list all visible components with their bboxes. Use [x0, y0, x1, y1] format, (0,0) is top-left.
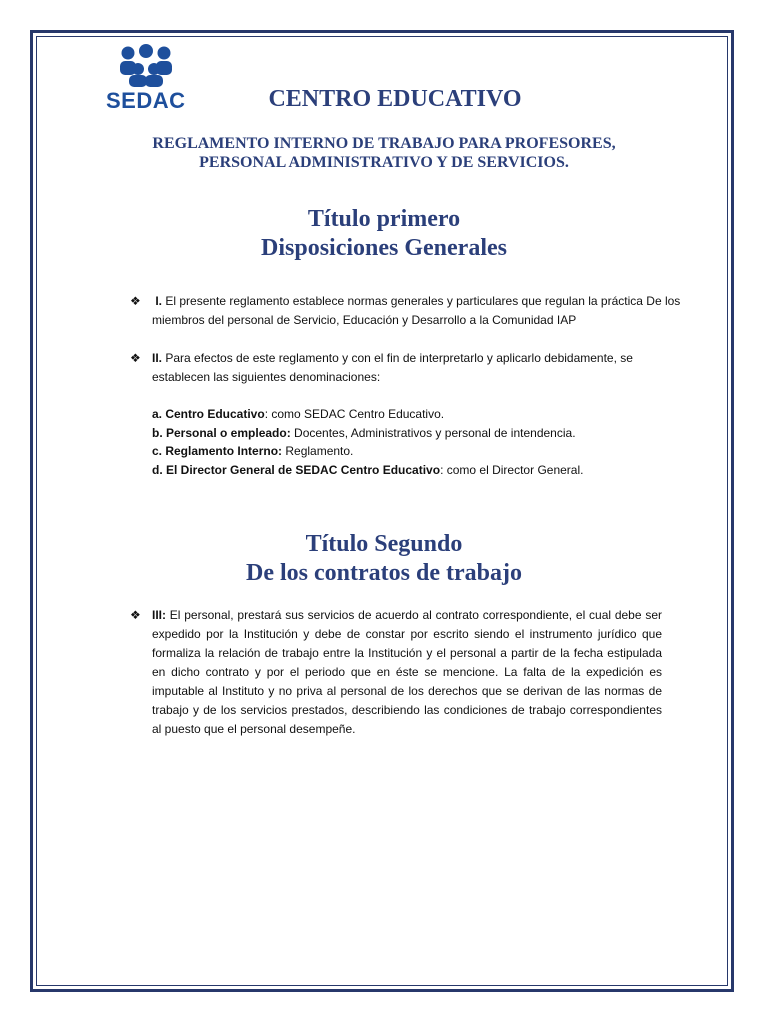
definition-term: b. Personal o empleado:	[152, 425, 291, 440]
definition-item	[152, 461, 682, 480]
section-1-heading	[100, 205, 668, 263]
article-3	[152, 606, 662, 739]
definitions-list	[152, 405, 682, 479]
page-border	[30, 30, 734, 992]
subtitle-line-1: REGLAMENTO INTERNO DE TRABAJO PARA PROFESORES,	[152, 135, 616, 152]
article-1	[152, 292, 682, 329]
article-3-number: III:	[152, 608, 166, 622]
logo-text: SEDAC	[106, 88, 186, 113]
definition-desc: Reglamento.	[282, 444, 354, 458]
diamond-bullet-icon: ❖	[130, 351, 141, 365]
diamond-outline-bullet-icon: ❖	[130, 608, 141, 622]
subtitle-line-2: PERSONAL ADMINISTRATIVO Y DE SERVICIOS.	[199, 154, 569, 171]
article-1-text: El presente reglamento establece normas generales y particulares que regulan la práctica De los miembros del personal de Servicio, Educación y Desarrollo a la Comunidad IAP	[152, 294, 681, 327]
section-1-title: Título primero	[307, 206, 461, 232]
definition-term: c. Reglamento Interno:	[152, 444, 283, 458]
definition-item	[152, 424, 682, 443]
definition-desc: Docentes, Administrativos y personal de intendencia.	[290, 425, 576, 440]
definition-term: a. Centro Educativo	[152, 407, 265, 421]
document-subtitle	[100, 134, 668, 172]
section-2-title: Título Segundo	[305, 531, 463, 557]
people-group-icon	[106, 44, 186, 88]
article-2-number: II.	[152, 351, 163, 365]
definition-item	[152, 405, 682, 424]
article-2-text: Para efectos de este reglamento y con el fin de interpretarlo y aplicarlo debidamente, se establecen las siguientes denominaciones:	[152, 351, 633, 384]
definition-desc: como SEDAC Centro Educativo.	[268, 407, 445, 421]
section-2-subtitle: De los contratos de trabajo	[246, 560, 522, 586]
page-title: CENTRO EDUCATIVO	[268, 86, 522, 112]
article-1-number: I.	[155, 294, 163, 308]
article-2	[152, 349, 682, 386]
sedac-logo	[106, 44, 186, 114]
page-border-inner	[36, 36, 728, 986]
diamond-bullet-icon: ❖	[130, 294, 141, 308]
definition-term: d. El Director General de SEDAC Centro Educativo	[152, 462, 441, 477]
article-3-text: El personal, prestará sus servicios de acuerdo al contrato correspondiente, el cual debe ser expedido por la Institución y debe de constar por escrito siendo el instrumento jurídico que formaliza la relación de trabajo entre la Institución y el personal a partir de la fecha estipulada en dicho contrato y por el periodo que en éste se mencione. La falta de la expedición es imputable al Instituto y no priva al personal de los derechos que se derivan de las normas de trabajo y de los servicios prestados, describiendo las condiciones de trabajo correspondientes al puesto que el personal desempeñe.	[152, 608, 662, 736]
definition-item	[152, 442, 682, 461]
section-1-subtitle: Disposiciones Generales	[261, 235, 507, 261]
definition-desc: : como el Director General.	[440, 462, 584, 477]
definition-separator: :	[264, 407, 269, 421]
section-2-heading	[100, 530, 668, 588]
